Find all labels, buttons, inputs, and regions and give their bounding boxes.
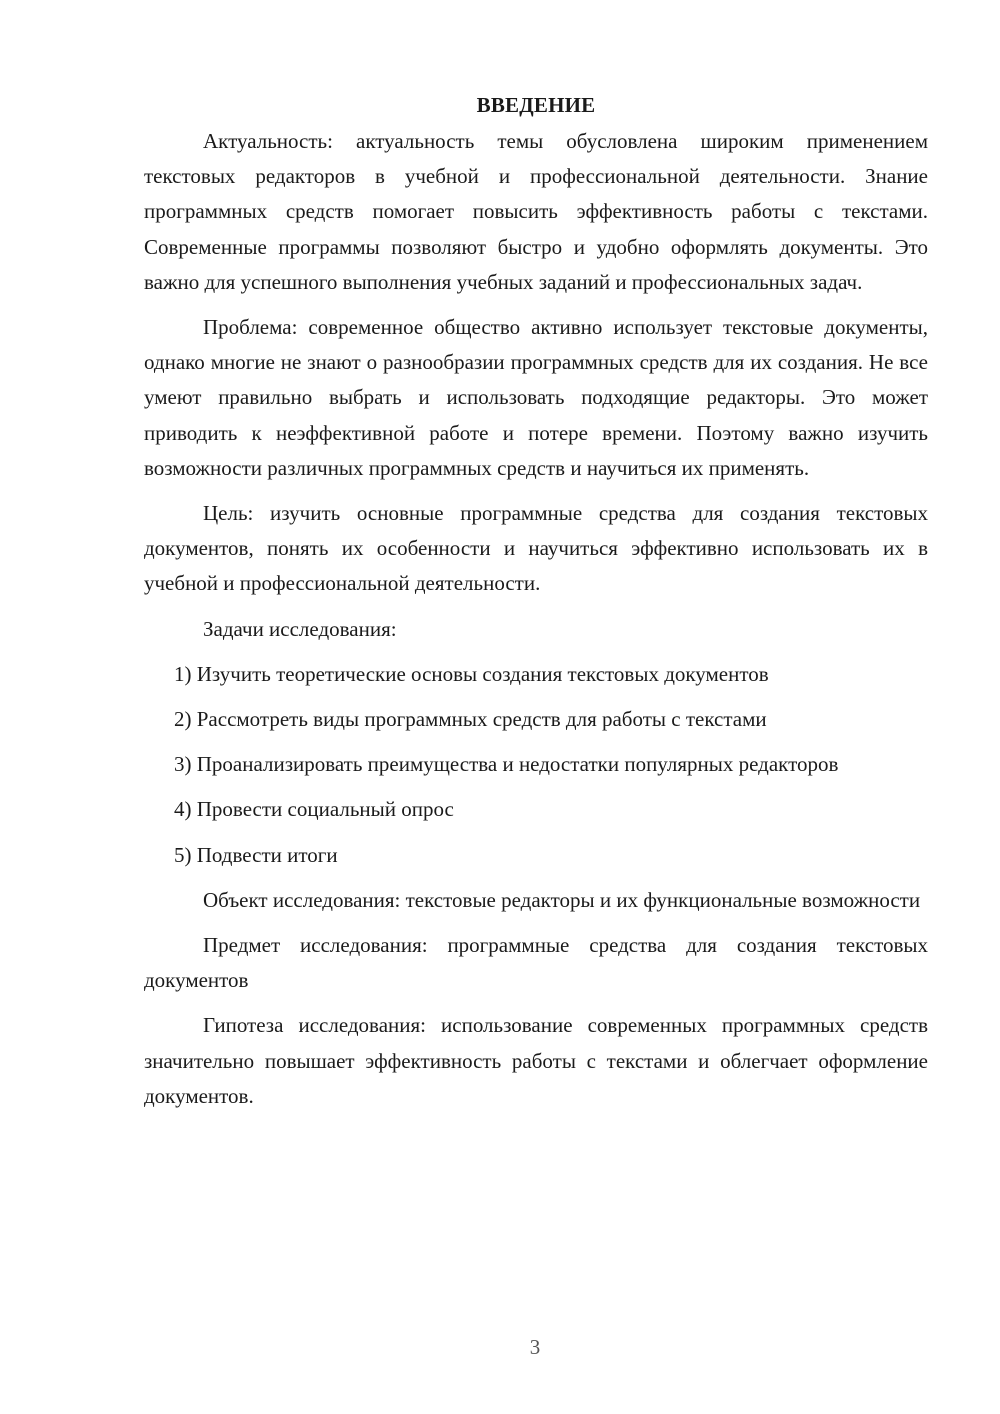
relevance-paragraph: Актуальность: актуальность темы обусловлена широким применением текстовых редакторов в учебной и профессиональной деятельности. Знание программных средств помогает повысить эффективность работы с текстами. Современные программы позволяют быстро и удобно оформлять документы. Это важно для успешного выполнения учебных заданий и профессиональных задач.: [144, 129, 928, 294]
goal-paragraph: Цель: изучить основные программные средства для создания текстовых документов, понять их особенности и научиться эффективно использовать их в учебной и профессиональной деятельности.: [144, 501, 928, 596]
subject-paragraph: Предмет исследования: программные средства для создания текстовых документов: [144, 933, 928, 993]
task-item: 3) Проанализировать преимущества и недостатки популярных редакторов: [174, 752, 839, 777]
section-heading: ВВЕДЕНИЕ: [476, 93, 596, 117]
page-number: 3: [529, 1335, 541, 1359]
tasks-heading: Задачи исследования:: [203, 616, 397, 641]
hypothesis-paragraph: Гипотеза исследования: использование современных программных средств значительно повышает эффективность работы с текстами и облегчает оформление документов.: [144, 1013, 928, 1108]
task-item: 2) Рассмотреть виды программных средств для работы с текстами: [174, 707, 767, 732]
task-item: 5) Подвести итоги: [174, 842, 338, 867]
problem-paragraph: Проблема: современное общество активно использует текстовые документы, однако многие не знают о разнообразии программных средств для их создания. Не все умеют правильно выбрать и использовать подходящие редакторы. Это может приводить к неэффективной работе и потере времени. Поэтому важно изучить возможности различных программных средств и научиться их применять.: [144, 315, 928, 480]
object-paragraph: Объект исследования: текстовые редакторы и их функциональные возможности: [203, 887, 921, 912]
task-item: 1) Изучить теоретические основы создания текстовых документов: [174, 661, 769, 686]
task-item: 4) Провести социальный опрос: [174, 797, 454, 822]
document-page: [144, 90, 928, 1124]
